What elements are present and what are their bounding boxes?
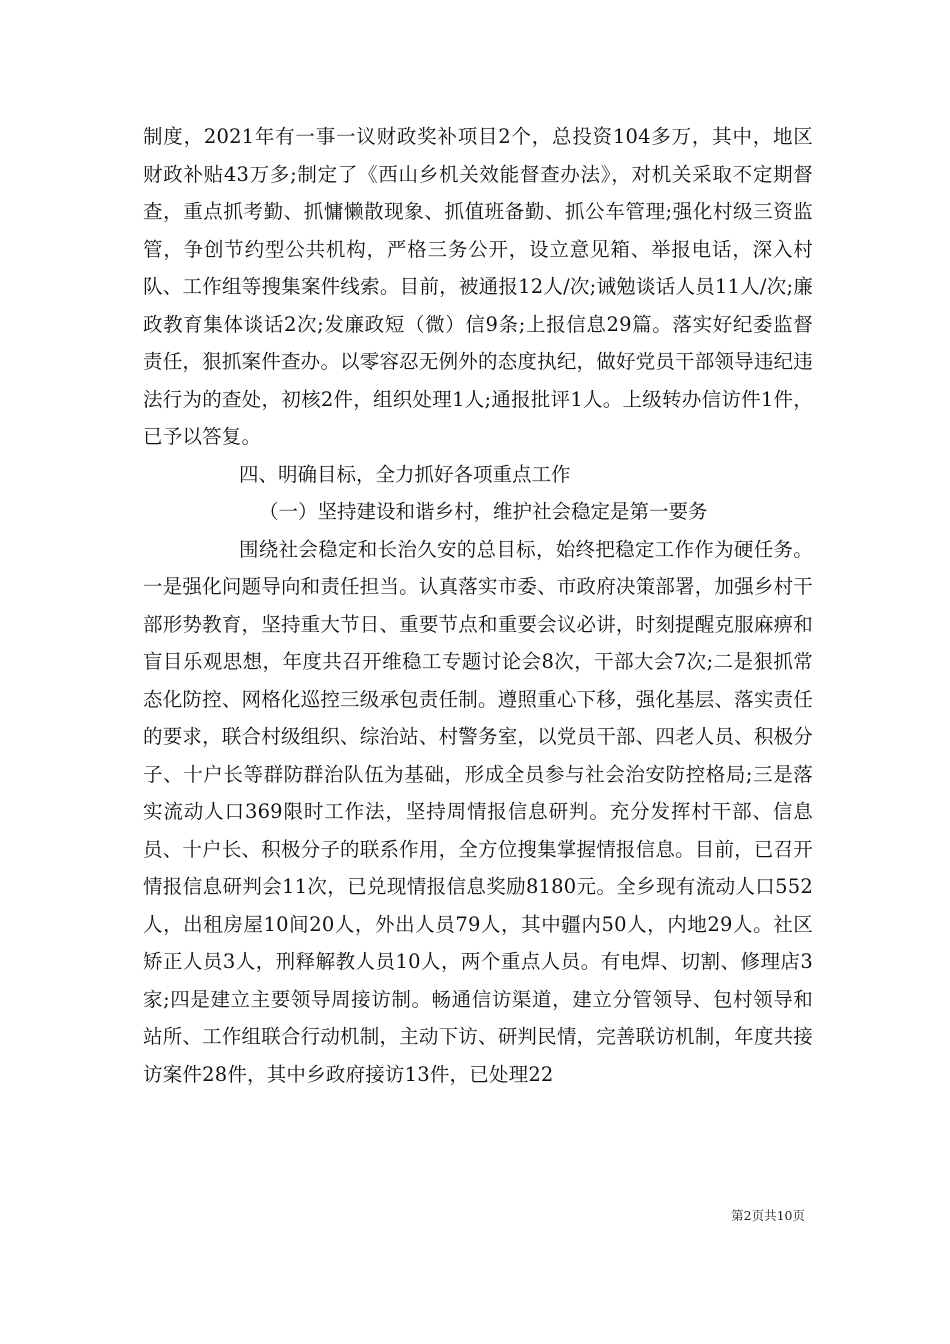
- section-heading-4: 四、明确目标，全力抓好各项重点工作: [239, 462, 571, 486]
- document-body: [143, 118, 813, 1093]
- body-paragraph-2: 围绕社会稳定和长治久安的总目标，始终把稳定工作作为硬任务。一是强化问题导向和责任担当。认真落实市委、市政府决策部署，加强乡村干部形势教育，坚持重大节日、重要节点和重要会议必讲，时刻提醒克服麻痹和盲目乐观思想，年度共召开维稳工专题讨论会8次，干部大会7次;二是狠抓常态化防控、网格化巡控三级承包责任制。遵照重心下移，强化基层、落实责任的要求，联合村级组织、综治站、村警务室，以党员干部、四老人员、积极分子、十户长等群防群治队伍为基础，形成全员参与社会治安防控格局;三是落实流动人口369限时工作法，坚持周情报信息研判。充分发挥村干部、信息员、十户长、积极分子的联系作用，全方位搜集掌握情报信息。目前，已召开情报信息研判会11次，已兑现情报信息奖励8180元。全乡现有流动人口552人，出租房屋10间20人，外出人员79人，其中疆内50人，内地29人。社区矫正人员3人，刑释解教人员10人，两个重点人员。有电焊、切割、修理店3家;四是建立主要领导周接访制。畅通信访渠道，建立分管领导、包村领导和站所、工作组联合行动机制，主动下访、研判民情，完善联访机制，年度共接访案件28件，其中乡政府接访13件，已处理22: [143, 537, 813, 1086]
- page-number: 第2页共10页: [731, 1208, 805, 1223]
- subsection-heading-1: （一）坚持建设和谐乡村，维护社会稳定是第一要务: [259, 500, 708, 523]
- body-paragraph-1: 制度，2021年有一事一议财政奖补项目2个，总投资104多万，其中，地区财政补贴43万多;制定了《西山乡机关效能督查办法》，对机关采取不定期督查，重点抓考勤、抓慵懒散现象、抓值班备勤、抓公车管理;强化村级三资监管，争创节约型公共机构，严格三务公开，设立意见箱、举报电话，深入村队、工作组等搜集案件线索。目前，被通报12人/次;诫勉谈话人员11人/次;廉政教育集体谈话2次;发廉政短（微）信9条;上报信息29篇。落实好纪委监督责任，狠抓案件查办。以零容忍无例外的态度执纪，做好党员干部领导违纪违法行为的查处，初核2件，组织处理1人;通报批评1人。上级转办信访件1件，已予以答复。: [143, 125, 813, 448]
